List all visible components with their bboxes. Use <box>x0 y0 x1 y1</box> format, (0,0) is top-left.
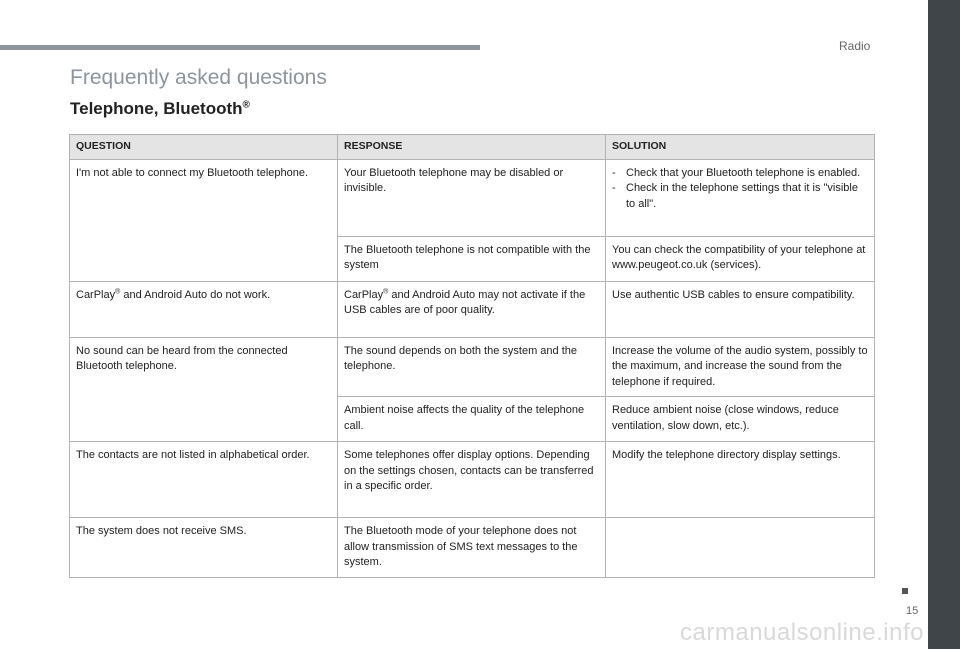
response-text: CarPlay <box>344 288 384 301</box>
registered-mark: ® <box>383 287 389 295</box>
page-marker-square <box>902 588 908 594</box>
response-cell: Some telephones offer display options. Depending on the settings chosen, contacts can be transferred in a specific order. <box>338 442 606 518</box>
section-label: Radio <box>839 39 871 53</box>
solution-list-item: - Check that your Bluetooth telephone is enabled. <box>612 166 868 182</box>
response-cell: The Bluetooth mode of your telephone does not allow transmission of SMS text messages to the system. <box>338 518 606 578</box>
top-accent-bar <box>0 45 480 50</box>
solution-list <box>612 166 868 213</box>
question-cell: No sound can be heard from the connected Bluetooth telephone. <box>70 337 338 442</box>
page-number: 15 <box>906 605 919 617</box>
response-text: and Android Auto may not activate if the USB cables are of poor quality. <box>344 288 586 316</box>
question-text: CarPlay <box>76 288 116 301</box>
solution-list-item: - Check in the telephone settings that it is "visible to all". <box>612 181 868 212</box>
solution-cell: Increase the volume of the audio system, possibly to the maximum, and increase the sound from the telephone if required. <box>606 337 875 397</box>
table-row <box>70 337 875 397</box>
question-cell: I'm not able to connect my Bluetooth telephone. <box>70 159 338 281</box>
question-text: and Android Auto do not work. <box>120 288 271 301</box>
question-cell: The system does not receive SMS. <box>70 518 338 578</box>
solution-cell: Use authentic USB cables to ensure compatibility. <box>606 281 875 337</box>
column-header-response: RESPONSE <box>338 135 606 160</box>
table-header-row <box>70 135 875 160</box>
response-cell: The Bluetooth telephone is not compatible with the system <box>338 236 606 281</box>
response-cell <box>338 281 606 337</box>
watermark: carmanualsonline.info <box>680 619 924 646</box>
solution-cell: Modify the telephone directory display settings. <box>606 442 875 518</box>
side-tab-bar <box>928 0 960 649</box>
subtitle-text: Telephone, Bluetooth <box>70 99 243 118</box>
column-header-solution: SOLUTION <box>606 135 875 160</box>
table-row <box>70 442 875 518</box>
faq-table <box>69 134 875 578</box>
response-cell: Ambient noise affects the quality of the telephone call. <box>338 397 606 442</box>
solution-cell <box>606 518 875 578</box>
section-subtitle <box>70 99 250 119</box>
solution-cell: You can check the compatibility of your telephone at www.peugeot.co.uk (services). <box>606 236 875 281</box>
solution-cell: Reduce ambient noise (close windows, reduce ventilation, slow down, etc.). <box>606 397 875 442</box>
table-row <box>70 281 875 337</box>
question-cell: The contacts are not listed in alphabetical order. <box>70 442 338 518</box>
response-cell: Your Bluetooth telephone may be disabled or invisible. <box>338 159 606 236</box>
registered-mark: ® <box>115 287 121 295</box>
table-row <box>70 159 875 236</box>
solution-cell <box>606 159 875 236</box>
table-row <box>70 518 875 578</box>
registered-mark: ® <box>242 99 250 111</box>
column-header-question: QUESTION <box>70 135 338 160</box>
page-title: Frequently asked questions <box>70 66 327 89</box>
response-cell: The sound depends on both the system and the telephone. <box>338 337 606 397</box>
question-cell <box>70 281 338 337</box>
